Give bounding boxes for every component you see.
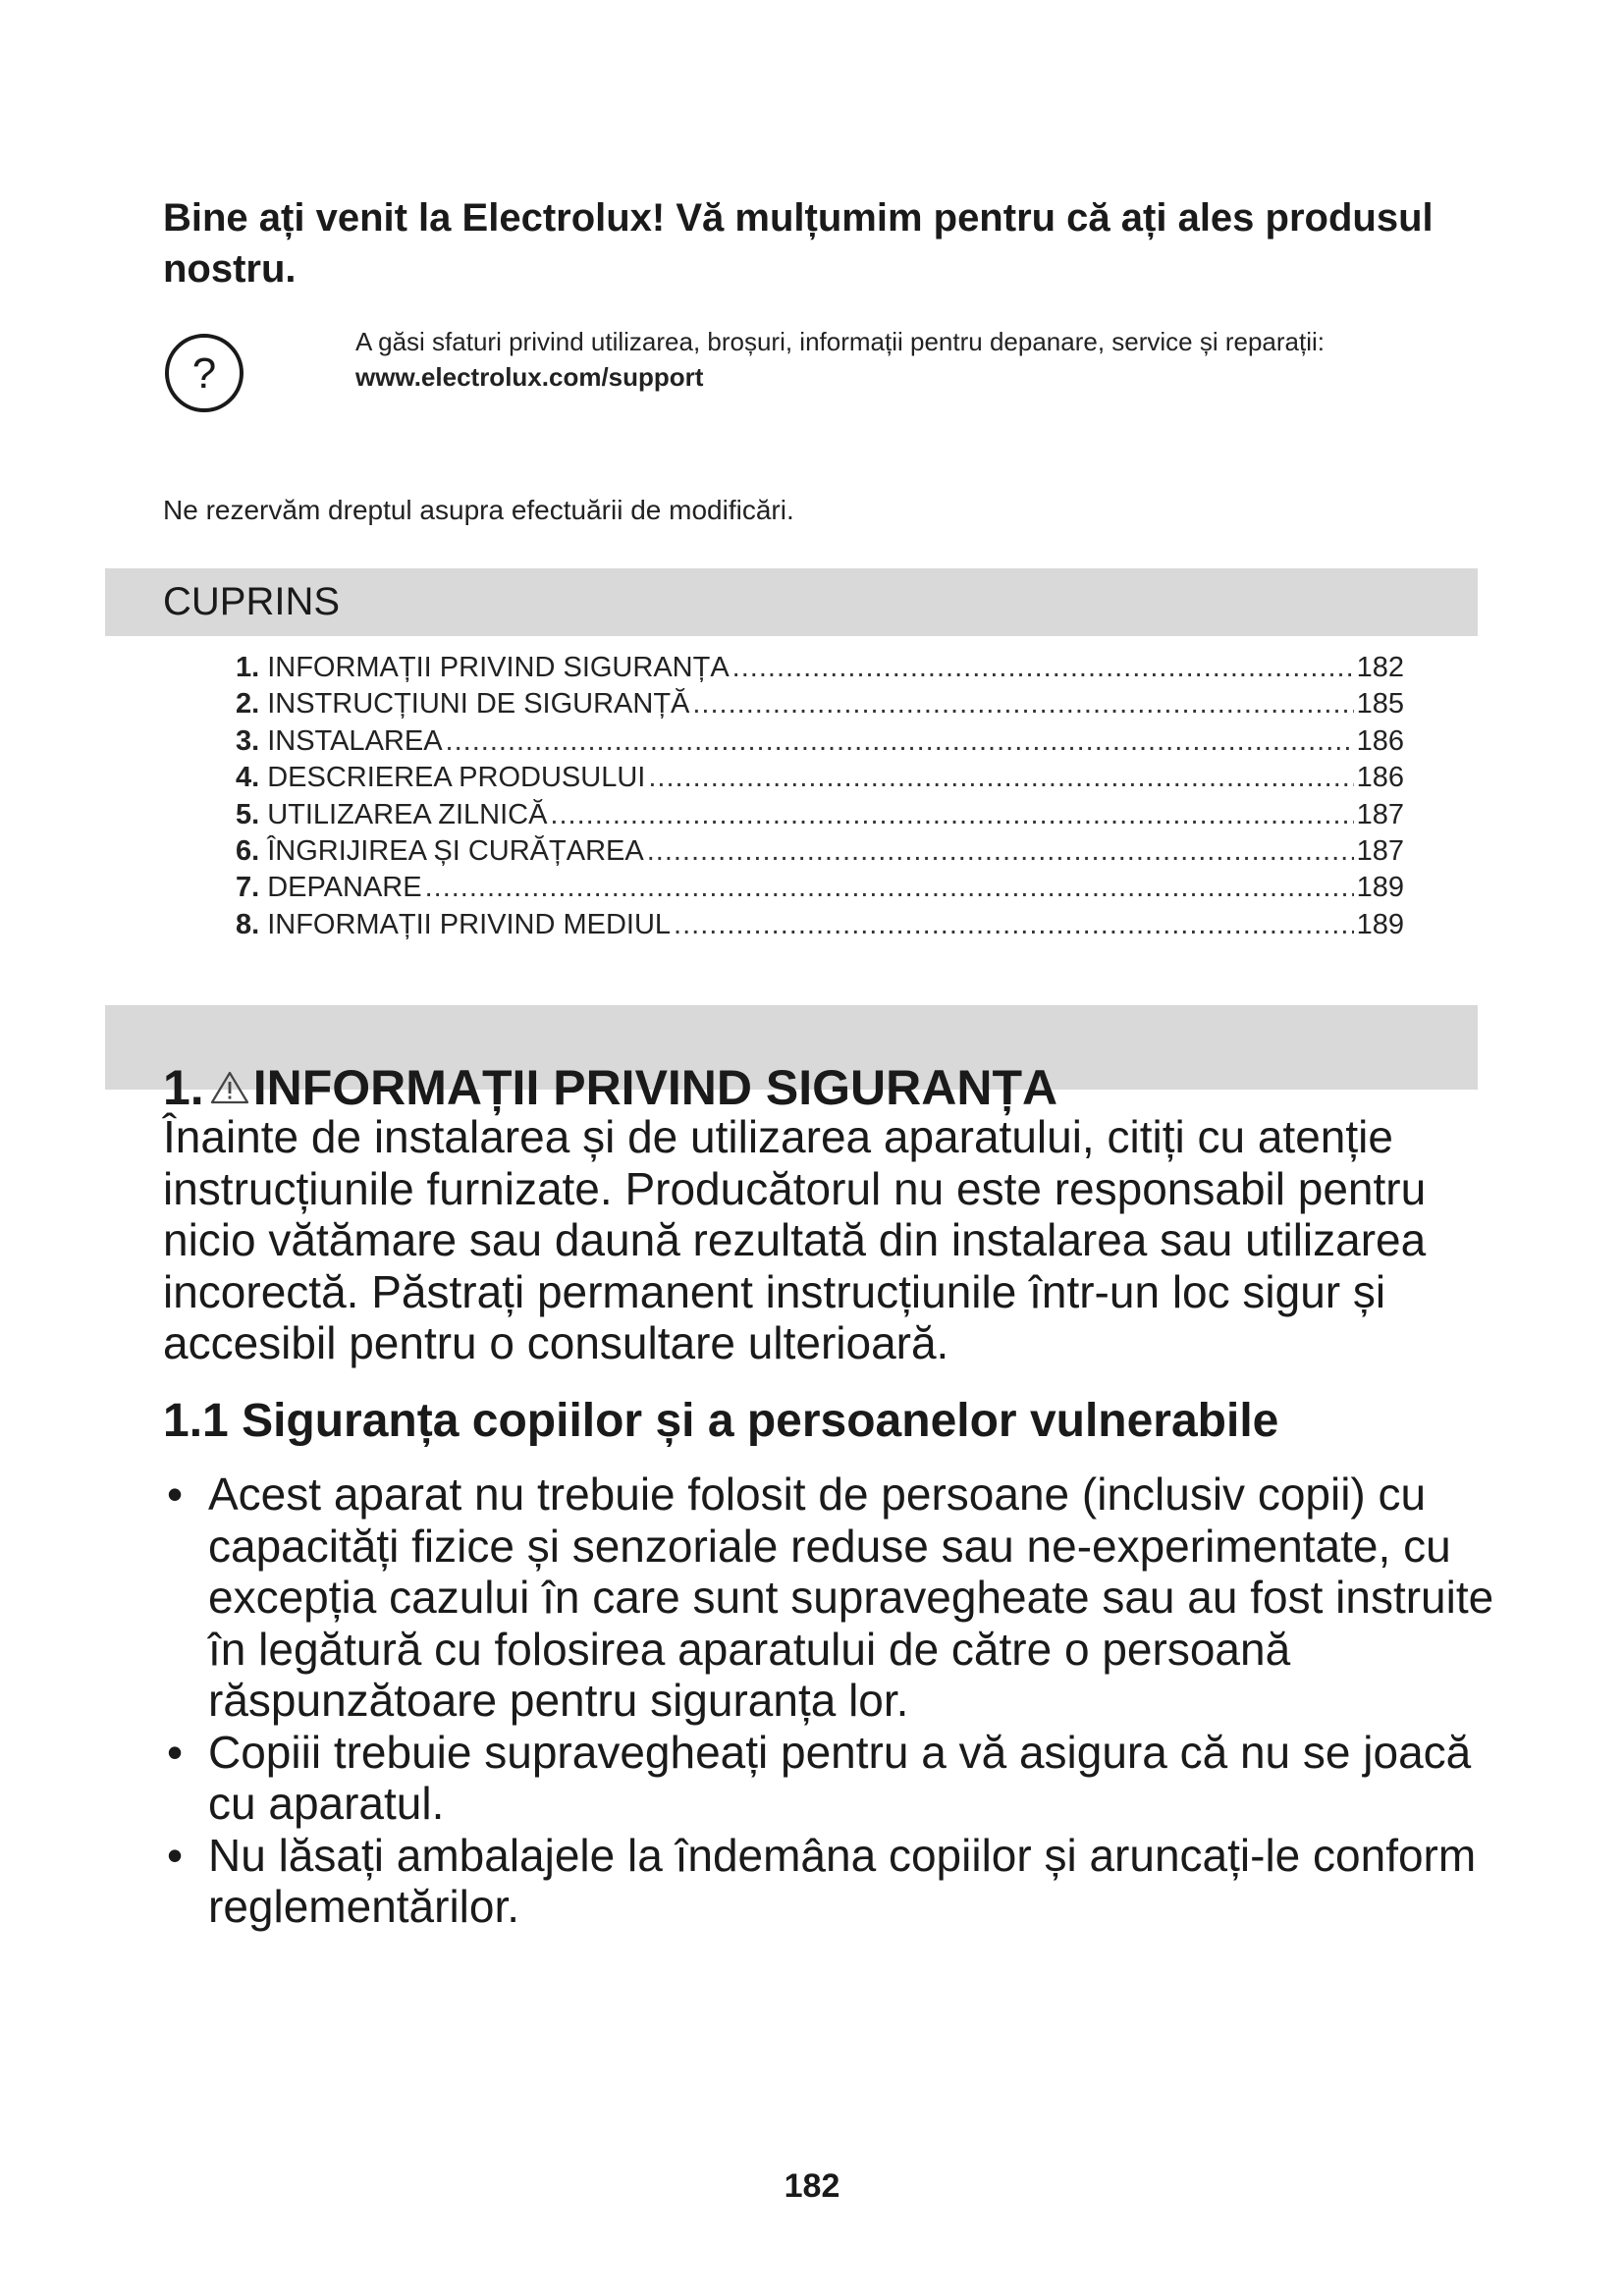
toc-item-label: INSTRUCȚIUNI DE SIGURANȚĂ bbox=[267, 688, 690, 721]
section-number: 1. bbox=[163, 1059, 204, 1115]
toc-item-page: 187 bbox=[1356, 798, 1404, 830]
toc-item-number: 1. bbox=[236, 652, 260, 683]
welcome-heading: Bine ați venit la Electrolux! Vă mulțumim pentru că ați ales produsul nostru. bbox=[163, 196, 1434, 291]
toc-item-page: 186 bbox=[1356, 724, 1404, 757]
warning-triangle-icon bbox=[210, 1070, 249, 1105]
toc-item-number: 5. bbox=[236, 798, 260, 830]
toc-item-number: 4. bbox=[236, 762, 260, 794]
toc-item-page: 187 bbox=[1356, 834, 1404, 867]
support-link[interactable]: www.electrolux.com/support bbox=[355, 362, 704, 392]
toc-item[interactable] bbox=[236, 652, 1404, 688]
toc-item-label: INFORMAȚII PRIVIND SIGURANȚA bbox=[267, 652, 730, 683]
toc-item[interactable] bbox=[236, 872, 1404, 908]
toc-item-page: 185 bbox=[1356, 688, 1404, 721]
bullet-marker: • bbox=[167, 1829, 184, 1881]
support-info bbox=[355, 324, 1435, 395]
toc-item-label: INSTALAREA bbox=[267, 724, 443, 757]
toc-item-number: 3. bbox=[236, 724, 260, 757]
rights-notice: Ne rezervăm dreptul asupra efectuării de modificări. bbox=[163, 495, 794, 525]
toc-item-number: 7. bbox=[236, 872, 260, 904]
toc-item-page: 182 bbox=[1356, 652, 1404, 683]
toc-item-label: INFORMAȚII PRIVIND MEDIUL bbox=[267, 908, 672, 940]
bullet-marker: • bbox=[167, 1468, 184, 1520]
toc-item[interactable] bbox=[236, 725, 1404, 762]
toc-item-page: 189 bbox=[1356, 908, 1404, 940]
intro-paragraph: Înainte de instalarea și de utilizarea aparatului, citiți cu atenție instrucțiunile furnizate. Producătorul nu este responsabil pentru nicio vătămare sau daună rezultată din instalarea sau utilizarea incorectă. Păstrați permanent instrucțiunile într-un loc sigur și accesibil pentru o consultare ulterioară. bbox=[163, 1111, 1427, 1368]
toc-item-label: DESCRIEREA PRODUSULUI bbox=[267, 762, 646, 794]
toc-item[interactable] bbox=[236, 688, 1404, 724]
toc-leader-dots bbox=[732, 652, 1354, 684]
toc-leader-dots bbox=[446, 725, 1354, 758]
safety-bullet-list bbox=[163, 1468, 1508, 1933]
toc-item-label: UTILIZAREA ZILNICĂ bbox=[267, 798, 548, 830]
toc-item-number: 6. bbox=[236, 834, 260, 867]
toc-item[interactable] bbox=[236, 799, 1404, 835]
toc-item-number: 2. bbox=[236, 688, 260, 721]
toc-leader-dots bbox=[648, 762, 1353, 794]
toc-leader-dots bbox=[647, 835, 1354, 868]
toc-item[interactable] bbox=[236, 762, 1404, 798]
subsection-title: 1.1 Siguranța copiilor și a persoanelor vulnerabile bbox=[163, 1395, 1279, 1447]
toc-item[interactable] bbox=[236, 835, 1404, 872]
list-item bbox=[163, 1727, 1508, 1830]
toc-leader-dots bbox=[425, 872, 1354, 904]
toc-title: CUPRINS bbox=[163, 580, 341, 623]
svg-text:?: ? bbox=[191, 349, 217, 398]
toc-item[interactable] bbox=[236, 909, 1404, 945]
toc-item-page: 189 bbox=[1356, 872, 1404, 904]
bullet-marker: • bbox=[167, 1726, 184, 1778]
table-of-contents bbox=[236, 652, 1404, 945]
question-circle-icon bbox=[163, 332, 245, 414]
page-number: 182 bbox=[784, 2167, 840, 2205]
bullet-text: Nu lăsați ambalajele la îndemâna copiilor și aruncați-le conform reglementărilor. bbox=[208, 1829, 1477, 1932]
toc-item-page: 186 bbox=[1356, 762, 1404, 794]
list-item bbox=[163, 1468, 1508, 1727]
section-title-text: INFORMAȚII PRIVIND SIGURANȚA bbox=[252, 1059, 1058, 1115]
toc-leader-dots bbox=[692, 688, 1353, 721]
support-text: A găsi sfaturi privind utilizarea, broșuri, informații pentru depanare, service și reparații: bbox=[355, 327, 1326, 356]
toc-item-label: DEPANARE bbox=[267, 872, 422, 904]
bullet-text: Copiii trebuie supravegheați pentru a vă asigura că nu se joacă cu aparatul. bbox=[208, 1726, 1472, 1829]
toc-item-number: 8. bbox=[236, 908, 260, 940]
toc-leader-dots bbox=[550, 799, 1353, 831]
toc-leader-dots bbox=[674, 909, 1354, 941]
bullet-text: Acest aparat nu trebuie folosit de persoane (inclusiv copii) cu capacități fizice și senzoriale reduse sau ne-experimentate, cu excepția cazului în care sunt supravegheate sau au fost instruite în legătură cu folosirea aparatului de către o persoană răspunzătoare pentru siguranța lor. bbox=[208, 1468, 1494, 1726]
toc-item-label: ÎNGRIJIREA ȘI CURĂȚAREA bbox=[267, 834, 644, 867]
list-item bbox=[163, 1830, 1508, 1933]
